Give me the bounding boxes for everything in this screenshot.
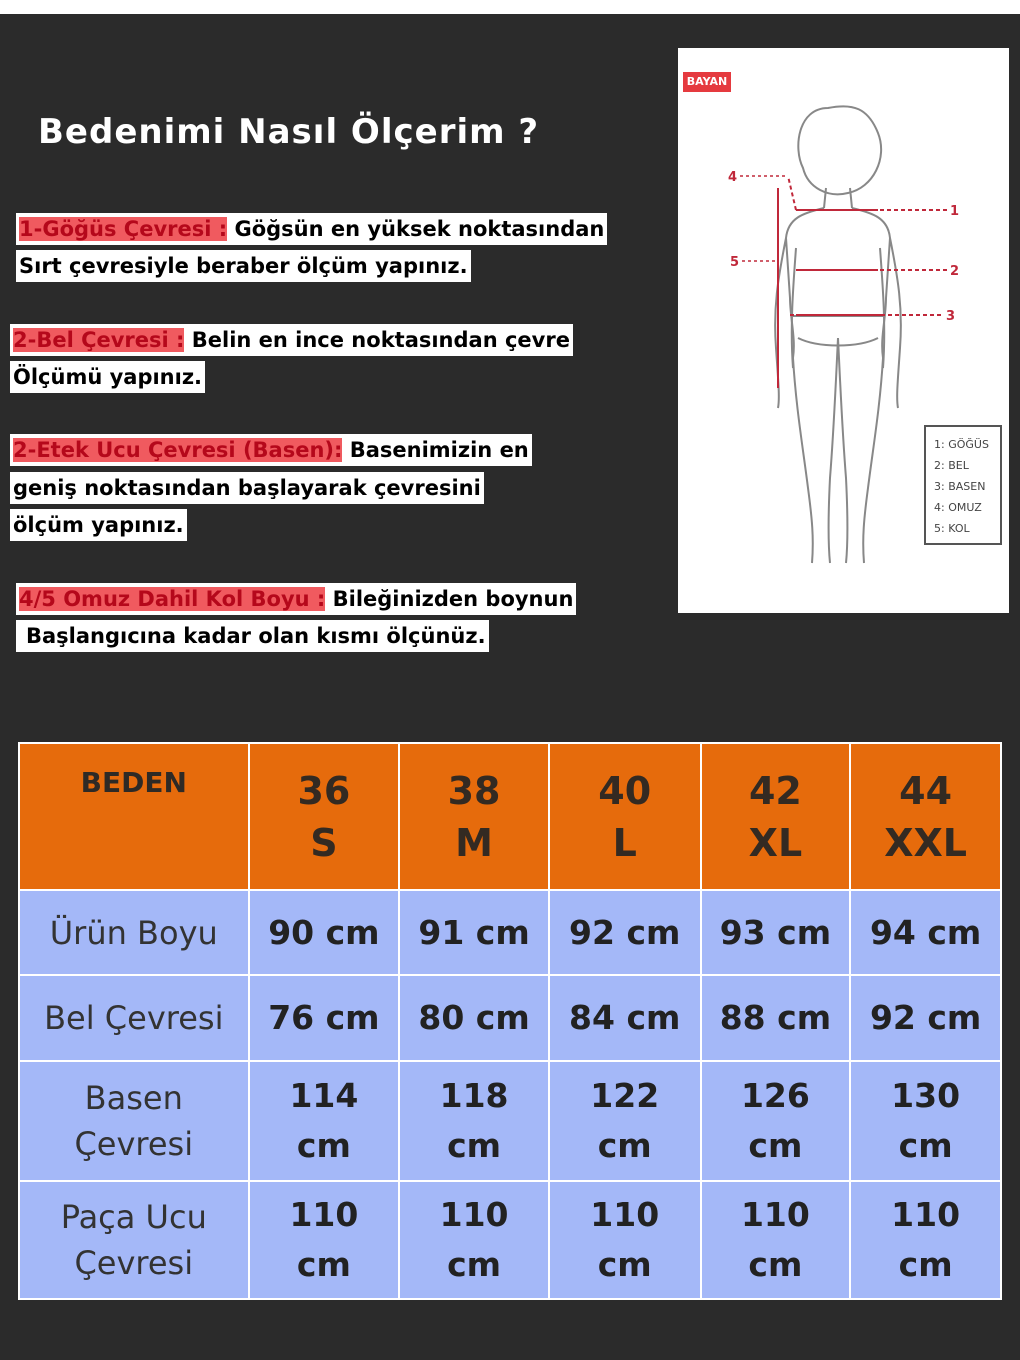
marker-2: 2 xyxy=(950,264,960,279)
cell-unit: cm xyxy=(898,1245,953,1284)
table-cell: 93 cm xyxy=(701,890,851,975)
table-cell xyxy=(399,1061,549,1181)
table-cell: 76 cm xyxy=(249,975,400,1061)
instruction-1-line-1 xyxy=(16,213,607,245)
instruction-4-label: 4/5 Omuz Dahil Kol Boyu : xyxy=(19,587,326,611)
size-number: 36 xyxy=(297,768,351,813)
table-cell: 80 cm xyxy=(399,975,549,1061)
instruction-3-label: 2-Etek Ucu Çevresi (Basen): xyxy=(13,438,343,462)
row-label-line-1: Paça Ucu xyxy=(60,1198,207,1236)
cell-unit: cm xyxy=(447,1126,502,1165)
cell-unit: cm xyxy=(748,1245,803,1284)
instruction-1-label: 1-Göğüs Çevresi : xyxy=(19,217,228,241)
legend-3: 3: BASEN xyxy=(934,480,986,493)
row-label-line-2: Çevresi xyxy=(74,1244,194,1282)
size-code: XXL xyxy=(884,820,968,865)
cell-value: 114 xyxy=(289,1076,359,1115)
row-label xyxy=(19,1181,249,1299)
marker-1: 1 xyxy=(950,204,960,219)
table-cell: 84 cm xyxy=(549,975,701,1061)
cell-value: 110 xyxy=(740,1195,810,1234)
size-header xyxy=(249,743,400,890)
cell-value: 110 xyxy=(891,1195,961,1234)
instruction-1-text-1: Göğsün en yüksek noktasından xyxy=(234,217,605,241)
table-cell: 92 cm xyxy=(549,890,701,975)
table-cell xyxy=(249,1181,400,1299)
table-cell xyxy=(701,1061,851,1181)
legend-4: 4: OMUZ xyxy=(934,501,982,514)
table-cell xyxy=(850,1181,1001,1299)
instruction-3-text-1: Basenimizin en xyxy=(349,438,529,462)
legend-2: 2: BEL xyxy=(934,459,969,472)
cell-value: 110 xyxy=(289,1195,359,1234)
gender-badge: BAYAN xyxy=(683,72,731,92)
cell-value: 126 xyxy=(740,1076,810,1115)
marker-3: 3 xyxy=(946,309,956,324)
size-number: 44 xyxy=(899,768,953,813)
size-code: M xyxy=(455,820,493,865)
cell-unit: cm xyxy=(748,1126,803,1165)
instruction-4-line-1 xyxy=(16,583,576,615)
cell-unit: cm xyxy=(447,1245,502,1284)
legend-5: 5: KOL xyxy=(934,522,970,535)
instruction-2-label: 2-Bel Çevresi : xyxy=(13,328,185,352)
instruction-2-text-1: Belin en ince noktasından çevre xyxy=(191,328,570,352)
size-number: 40 xyxy=(598,768,652,813)
instruction-1-line-2: Sırt çevresiyle beraber ölçüm yapınız. xyxy=(16,250,471,282)
body-outline-icon xyxy=(678,48,1009,613)
instruction-3-line-2: geniş noktasından başlayarak çevresini xyxy=(10,472,484,504)
table-cell xyxy=(249,1061,400,1181)
cell-unit: cm xyxy=(898,1126,953,1165)
cell-unit: cm xyxy=(296,1126,351,1165)
instruction-4-text-1: Bileğinizden boynun xyxy=(332,587,574,611)
instruction-2-line-1 xyxy=(10,324,573,356)
cell-value: 130 xyxy=(891,1076,961,1115)
table-header-row xyxy=(19,743,1001,890)
table-row xyxy=(19,890,1001,975)
size-number: 38 xyxy=(447,768,501,813)
table-cell xyxy=(549,1061,701,1181)
table-row xyxy=(19,975,1001,1061)
body-measurement-figure xyxy=(678,48,1009,613)
size-table xyxy=(18,742,1002,1300)
cell-value: 110 xyxy=(590,1195,660,1234)
table-cell xyxy=(850,1061,1001,1181)
size-header xyxy=(549,743,701,890)
marker-5: 5 xyxy=(730,255,740,270)
cell-value: 122 xyxy=(590,1076,660,1115)
cell-value: 118 xyxy=(439,1076,509,1115)
instruction-2-line-2: Ölçümü yapınız. xyxy=(10,361,205,393)
cell-unit: cm xyxy=(296,1245,351,1284)
table-cell: 94 cm xyxy=(850,890,1001,975)
cell-value: 110 xyxy=(439,1195,509,1234)
table-cell xyxy=(701,1181,851,1299)
instruction-3-line-1 xyxy=(10,434,532,466)
size-code: S xyxy=(310,820,338,865)
size-header xyxy=(850,743,1001,890)
size-number: 42 xyxy=(748,768,802,813)
cell-unit: cm xyxy=(597,1245,652,1284)
size-code: L xyxy=(612,820,637,865)
row-label: Bel Çevresi xyxy=(19,975,249,1061)
row-label xyxy=(19,1061,249,1181)
table-cell: 91 cm xyxy=(399,890,549,975)
header-beden: BEDEN xyxy=(19,743,249,890)
table-cell: 88 cm xyxy=(701,975,851,1061)
row-label: Ürün Boyu xyxy=(19,890,249,975)
table-cell: 92 cm xyxy=(850,975,1001,1061)
table-cell: 90 cm xyxy=(249,890,400,975)
size-code: XL xyxy=(748,820,803,865)
row-label-line-2: Çevresi xyxy=(74,1125,194,1163)
marker-4: 4 xyxy=(728,170,738,185)
row-label-line-1: Basen xyxy=(84,1079,183,1117)
table-row xyxy=(19,1061,1001,1181)
size-header xyxy=(701,743,851,890)
cell-unit: cm xyxy=(597,1126,652,1165)
legend-1: 1: GÖĞÜS xyxy=(934,438,989,451)
table-row xyxy=(19,1181,1001,1299)
size-header xyxy=(399,743,549,890)
instruction-3-line-3: ölçüm yapınız. xyxy=(10,509,187,541)
table-cell xyxy=(399,1181,549,1299)
page-title: Bedenimi Nasıl Ölçerim ? xyxy=(38,112,540,152)
table-cell xyxy=(549,1181,701,1299)
instruction-4-line-2: Başlangıcına kadar olan kısmı ölçünüz. xyxy=(16,620,489,652)
